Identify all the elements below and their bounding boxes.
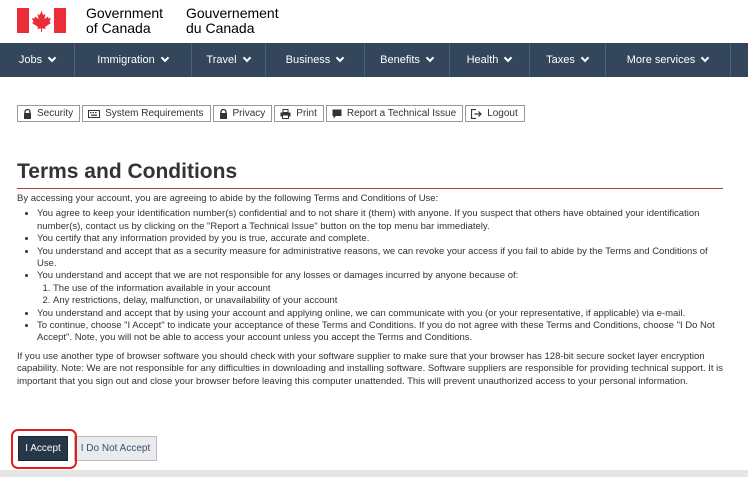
menu-item-immigration[interactable]: [74, 43, 192, 77]
terms-item: • You understand and accept that as a security measure for administrative reasons, we can revoke your access if you fail to abide by the Terms and Conditions of Use.: [37, 246, 729, 271]
terms-text: [17, 193, 729, 388]
title-underline: [17, 188, 723, 189]
menu-item-label: Travel: [206, 54, 237, 66]
menu-item-label: Benefits: [380, 54, 420, 66]
terms-intro: By accessing your account, you are agreeing to abide by the following Terms and Conditions of Use:: [17, 193, 439, 204]
terms-item: • You certify that any information provided by you is true, accurate and complete.: [37, 233, 729, 245]
wordmark-fr-line2: du Canada: [186, 20, 255, 36]
menu-item-business[interactable]: [265, 43, 365, 77]
decline-button[interactable]: I Do Not Accept: [74, 436, 157, 461]
menu-item-health[interactable]: [449, 43, 530, 77]
privacy-button[interactable]: [213, 105, 273, 122]
terms-subitem: 1. The use of the information available in your account: [53, 283, 729, 295]
site-header: [0, 0, 748, 43]
menu-item-label: Jobs: [18, 54, 43, 66]
page-title: Terms and Conditions: [17, 160, 238, 183]
terms-item-liability-text: You understand and accept that we are not responsible for any losses or damages incurred by anyone because of:: [37, 270, 519, 282]
chevron-down-icon: [336, 54, 344, 62]
logout-icon: [471, 109, 482, 119]
page-bottom-edge: [0, 470, 748, 477]
logout-button[interactable]: [465, 105, 525, 122]
terms-item: • You understand and accept that by using your account and applying online, we can communicate with you (or your representative, if applicable) via e-mail.: [37, 308, 729, 320]
print-label: Print: [296, 108, 317, 119]
system-requirements-label: System Requirements: [105, 108, 204, 119]
terms-closing: If you use another type of browser software you should check with your software supplier to make sure that your browser has 128-bit secure socket layer encryption capability. Note: We are not responsible for any difficulties in downloading and installing software. Software suppliers are responsible for providing technical support. It is important that you sign out and close your browser before leaving this computer unattended. This will prevent unauthorized access to your personal information.: [17, 350, 724, 387]
main-menu: [0, 43, 748, 78]
system-requirements-button[interactable]: [82, 105, 210, 122]
chevron-down-icon: [160, 54, 168, 62]
government-wordmark-fr[interactable]: [186, 6, 279, 36]
terms-list: [17, 208, 729, 344]
terms-item-liability: [37, 270, 729, 307]
menu-item-jobs[interactable]: [0, 43, 75, 77]
report-technical-issue-button[interactable]: [326, 105, 463, 122]
chevron-down-icon: [701, 54, 709, 62]
terms-item: • You agree to keep your identification number(s) confidential and to not share it (them) with anyone. If you suspect that others have obtained your identification number(s), contact us by clicking on the "Report a Technical Issue" button on the top menu bar immediately.: [37, 208, 729, 233]
canada-flag-icon: [17, 8, 66, 33]
chevron-down-icon: [48, 54, 56, 62]
terms-subitem: 2. Any restrictions, delay, malfunction, or unavailability of your account: [53, 295, 729, 307]
chevron-down-icon: [242, 54, 250, 62]
menu-item-label: Taxes: [546, 54, 575, 66]
chevron-down-icon: [504, 54, 512, 62]
security-button[interactable]: [17, 105, 80, 122]
menu-item-more-services[interactable]: [605, 43, 731, 77]
wordmark-en-line2: of Canada: [86, 20, 151, 36]
government-wordmark-en[interactable]: [86, 6, 163, 36]
menu-item-label: Health: [466, 54, 499, 66]
security-label: Security: [37, 108, 74, 119]
menu-item-benefits[interactable]: [364, 43, 450, 77]
menu-item-label: Business: [285, 54, 331, 66]
report-technical-issue-label: Report a Technical Issue: [346, 108, 457, 119]
print-button[interactable]: [274, 105, 324, 122]
wordmark-fr-line1: Gouvernement: [186, 5, 279, 21]
terms-item: • To continue, choose "I Accept" to indicate your acceptance of these Terms and Conditions. If you do not agree with these Terms and Conditions, choose "I Do Not Accept". Note, you will not be able to access your account unless you accept the Terms and Conditions.: [37, 320, 729, 345]
accept-button[interactable]: I Accept: [18, 436, 68, 461]
printer-icon: [280, 109, 291, 119]
menu-item-taxes[interactable]: [529, 43, 606, 77]
terms-sublist: [37, 283, 729, 308]
menu-item-travel[interactable]: [191, 43, 266, 77]
account-toolbar: [17, 105, 527, 122]
comment-icon: [332, 109, 342, 119]
wordmark-en-line1: Government: [86, 5, 164, 21]
privacy-label: Privacy: [232, 108, 266, 119]
menu-item-label: More services: [626, 54, 696, 66]
keyboard-icon: [88, 110, 100, 118]
chevron-down-icon: [581, 54, 589, 62]
logout-label: Logout: [487, 108, 518, 119]
menu-item-label: Immigration: [97, 54, 155, 66]
accept-highlight-annotation: [11, 429, 77, 469]
lock-icon: [23, 109, 32, 119]
lock-icon: [219, 109, 228, 119]
chevron-down-icon: [426, 54, 434, 62]
